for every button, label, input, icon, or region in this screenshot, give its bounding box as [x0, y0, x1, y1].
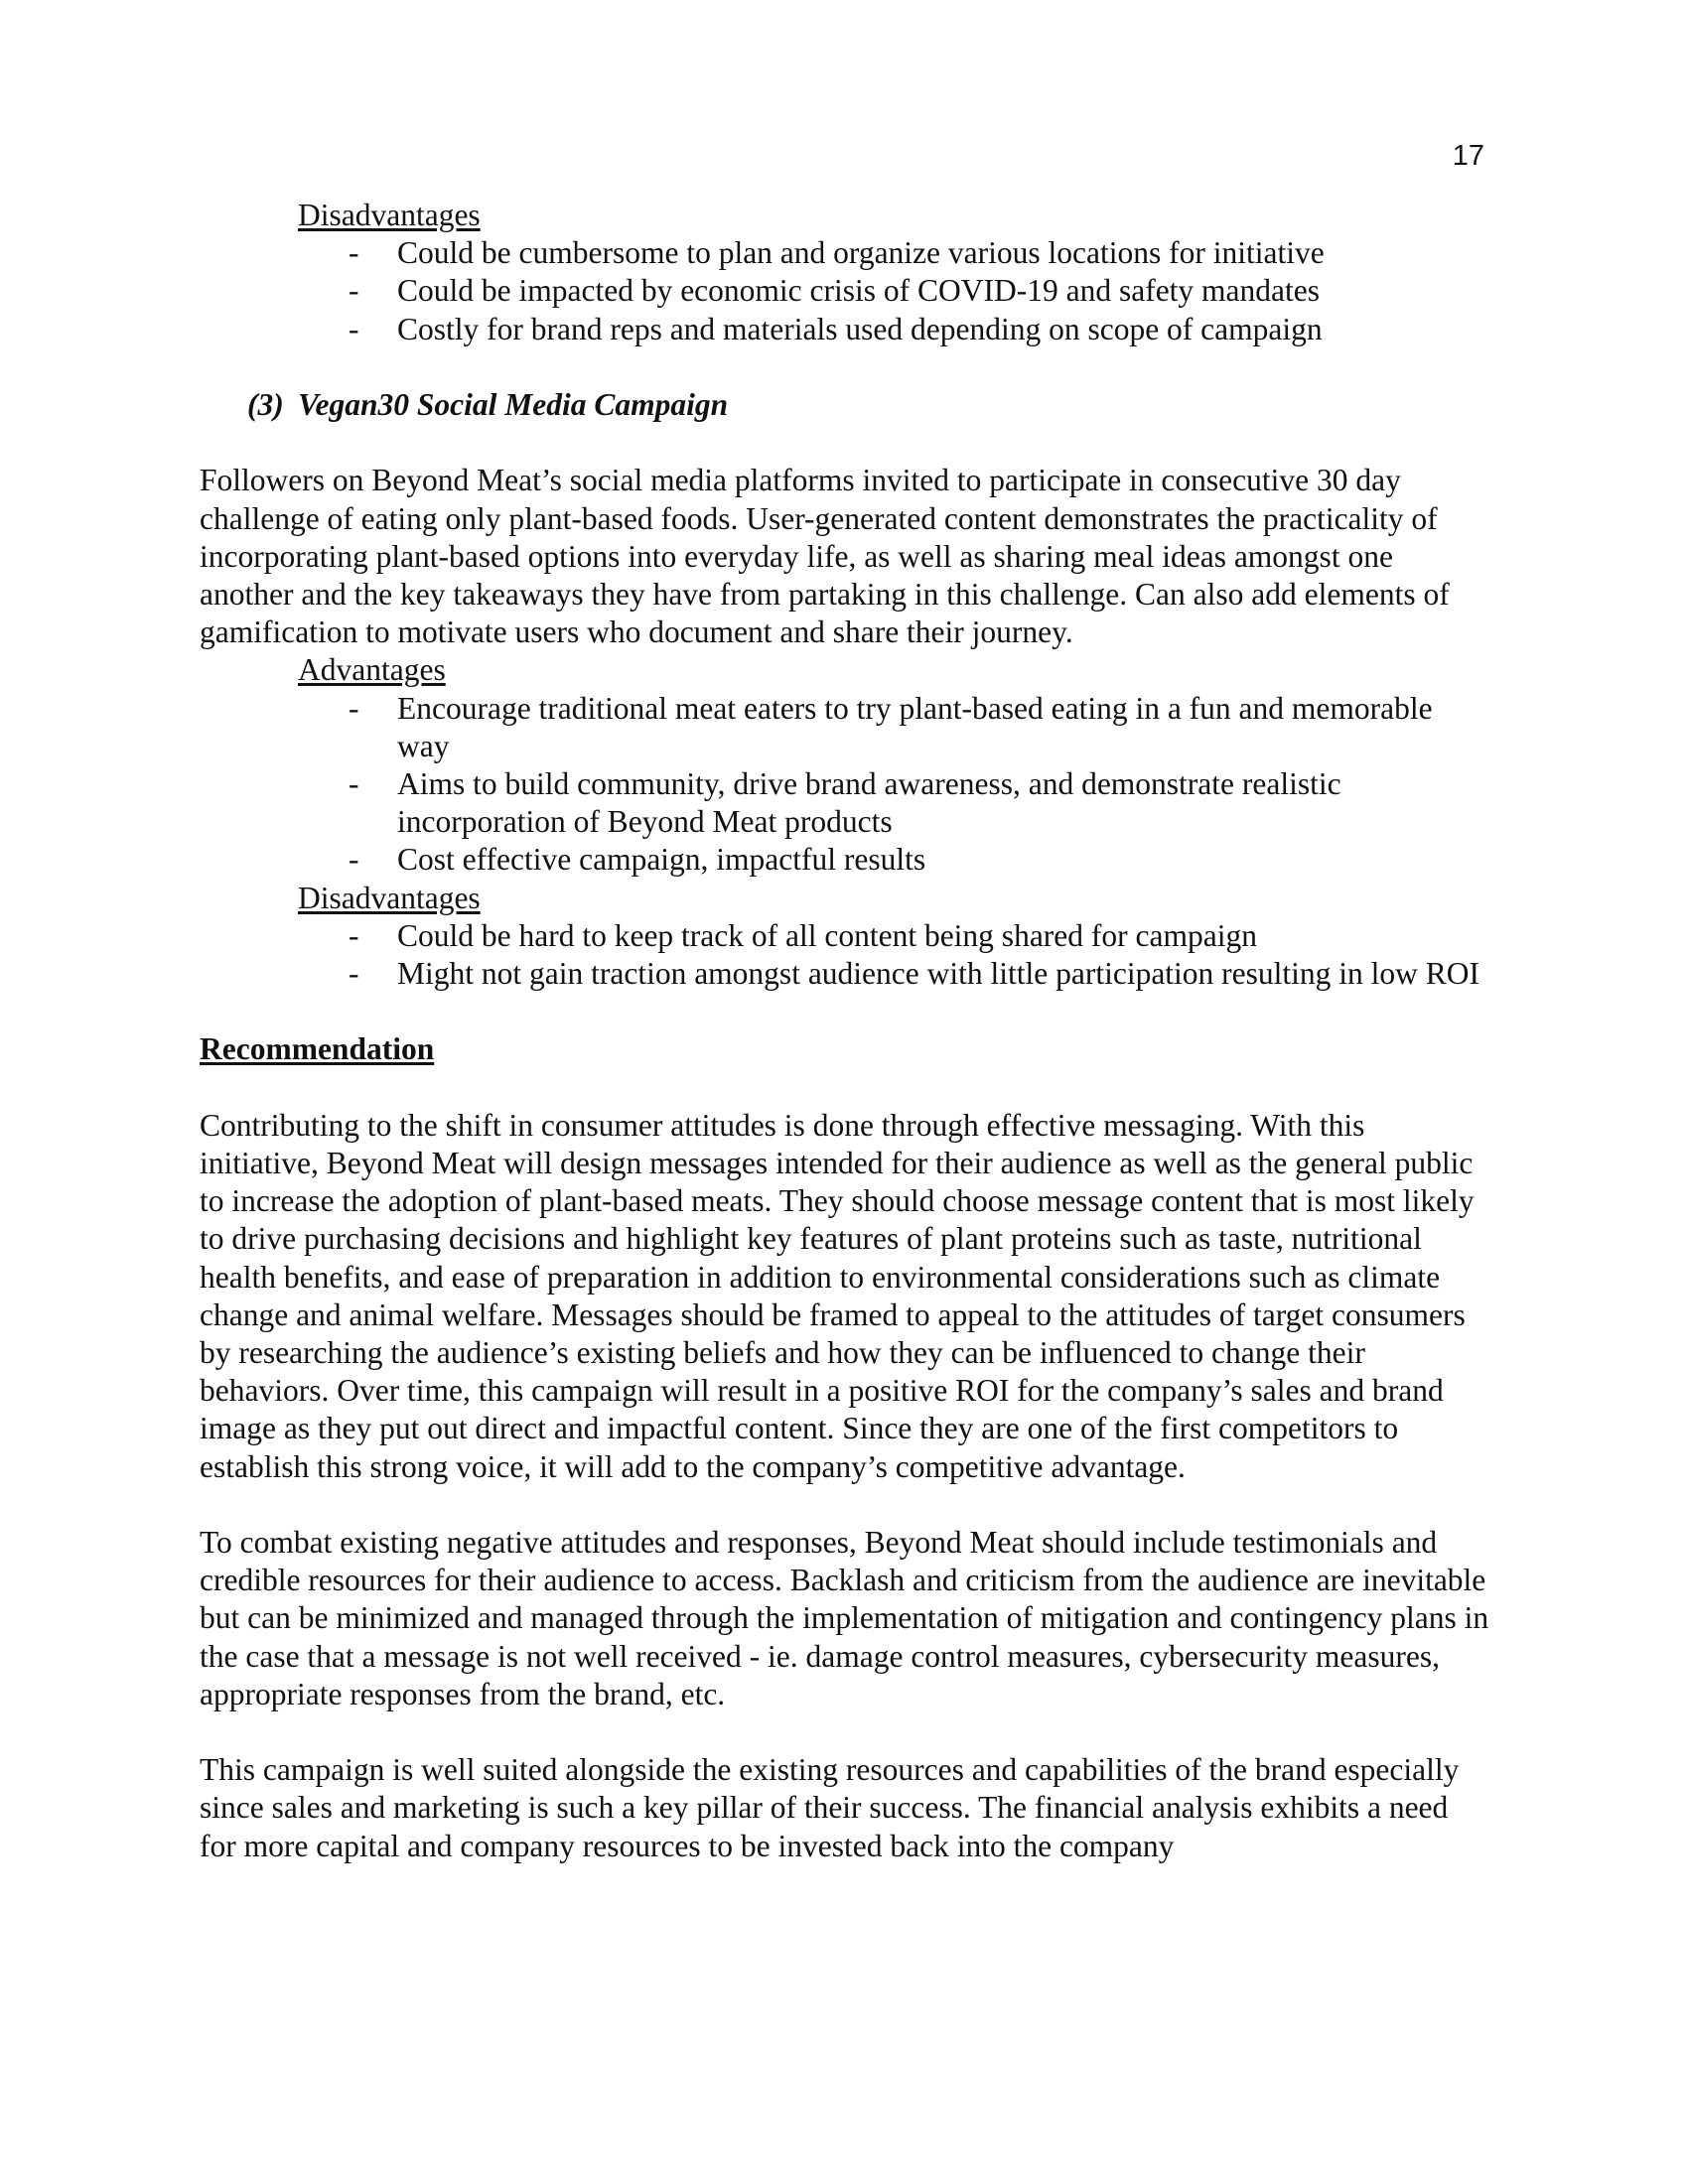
section-3-paragraph: Followers on Beyond Meat’s social media platforms invited to participate in consecutive 30 day challenge of eating only plant-based foods. User-generated content demonstrates the practicality of incorporating plant-based options into everyday life, as well as sharing meal ideas amongst one another and the key takeaways they have from partaking in this challenge. Can also add elements of gamification to motivate users who document and share their journey.: [200, 463, 1450, 650]
advantages-heading: Advantages: [298, 652, 446, 688]
recommendation-paragraph: Contributing to the shift in consumer attitudes is done through effective messaging. With this initiative, Beyond Meat will design messages intended for their audience as well as the general public to increase the adoption of plant-based meats. They should choose message content that is most likely to drive purchasing decisions and highlight key features of plant proteins such as taste, nutritional health benefits, and ease of preparation in addition to environmental considerations such as climate change and animal welfare. Messages should be framed to appeal to the attitudes of target consumers by researching the audience’s existing beliefs and how they can be influenced to change their behaviors. Over time, this campaign will result in a positive ROI for the company’s sales and brand image as they put out direct and impactful content. Since they are one of the first competitors to establish this strong voice, it will add to the company’s competitive advantage.: [200, 1107, 1475, 1484]
list-item: - Could be cumbersome to plan and organize various locations for initiative: [200, 234, 1490, 272]
recommendation-heading: Recommendation: [200, 1031, 435, 1067]
list-item: - Encourage traditional meat eaters to try plant-based eating in a fun and memorable way: [200, 690, 1490, 765]
section-3-heading: [200, 386, 1490, 424]
disadvantages-heading: Disadvantages: [298, 880, 481, 915]
document-body: [200, 197, 1490, 1865]
recommendation-paragraph: To combat existing negative attitudes and responses, Beyond Meat should include testimonials and credible resources for their audience to access. Backlash and criticism from the audience are inevitable but can be minimized and managed through the implementation of mitigation and contingency plans in the case that a message is not well received - ie. damage control measures, cybersecurity measures, appropriate responses from the brand, etc.: [200, 1525, 1489, 1711]
list-item: - Costly for brand reps and materials used depending on scope of campaign: [200, 311, 1490, 348]
disadvantages-heading: Disadvantages: [298, 198, 481, 232]
list-item: - Cost effective campaign, impactful results: [200, 841, 1490, 879]
section-title: Vegan30 Social Media Campaign: [298, 387, 729, 422]
section-number: (3): [247, 387, 284, 422]
recommendation-paragraph: This campaign is well suited alongside the existing resources and capabilities of the brand especially since sales and marketing is such a key pillar of their success. The financial analysis exhibits a need for more capital and company resources to be invested back into the company: [200, 1752, 1460, 1863]
list-item: - Might not gain traction amongst audience with little participation resulting in low ROI: [200, 955, 1490, 993]
list-item: - Could be hard to keep track of all content being shared for campaign: [200, 917, 1490, 955]
disadvantages-list: [200, 234, 1490, 348]
list-item: - Aims to build community, drive brand awareness, and demonstrate realistic incorporation of Beyond Meat products: [200, 765, 1490, 841]
list-item: - Could be impacted by economic crisis of COVID-19 and safety mandates: [200, 272, 1490, 310]
disadvantages-list: [200, 917, 1490, 993]
advantages-list: [200, 690, 1490, 880]
page-number: 17: [1452, 140, 1484, 172]
